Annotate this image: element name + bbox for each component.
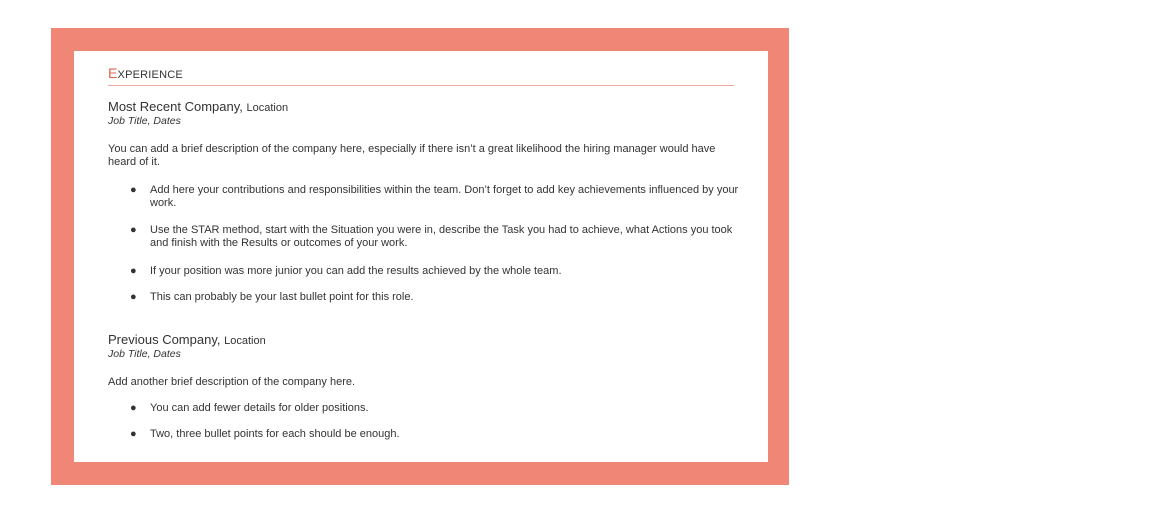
company-description: You can add a brief description of the company here, especially if there isn’t a great likelihood the hiring manager would have heard of it. — [108, 143, 716, 168]
bullet-text: If your position was more junior you can add the results achieved by the whole team. — [150, 265, 562, 277]
section-heading-initial: E — [108, 65, 118, 81]
company-name: Previous Company, — [108, 332, 221, 347]
company-name: Most Recent Company, — [108, 99, 243, 114]
section-heading-rest: XPERIENCE — [117, 69, 183, 81]
job-title: Job Title, Dates — [108, 348, 181, 360]
bullet-text: Add here your contributions and responsibilities within the team. Don’t forget to add key achievements influenced by your work. — [150, 184, 739, 209]
company-location: Location — [246, 102, 289, 114]
list-item — [130, 224, 740, 250]
bullet-text: Two, three bullet points for each should be enough. — [150, 428, 400, 440]
list-item — [130, 291, 740, 304]
bullet-icon: ● — [130, 184, 137, 196]
list-item — [130, 428, 740, 441]
list-item — [130, 265, 740, 278]
bullet-text: Use the STAR method, start with the Situation you were in, describe the Task you had to achieve, what Actions you took and finish with the Results or outcomes of your work. — [150, 224, 733, 249]
bullet-icon: ● — [130, 291, 137, 303]
bullet-icon: ● — [130, 428, 137, 440]
company-heading — [108, 332, 266, 347]
bullet-text: This can probably be your last bullet point for this role. — [150, 291, 414, 303]
section-heading — [108, 65, 734, 86]
company-location: Location — [224, 335, 266, 347]
bullet-icon: ● — [130, 224, 137, 236]
list-item — [130, 402, 740, 415]
bullet-text: You can add fewer details for older positions. — [150, 402, 369, 414]
resume-page — [74, 51, 768, 462]
bullet-icon: ● — [130, 402, 137, 414]
company-heading — [108, 99, 288, 114]
list-item — [130, 184, 740, 210]
job-title: Job Title, Dates — [108, 115, 181, 127]
company-description: Add another brief description of the company here. — [108, 376, 356, 388]
bullet-icon: ● — [130, 265, 137, 277]
